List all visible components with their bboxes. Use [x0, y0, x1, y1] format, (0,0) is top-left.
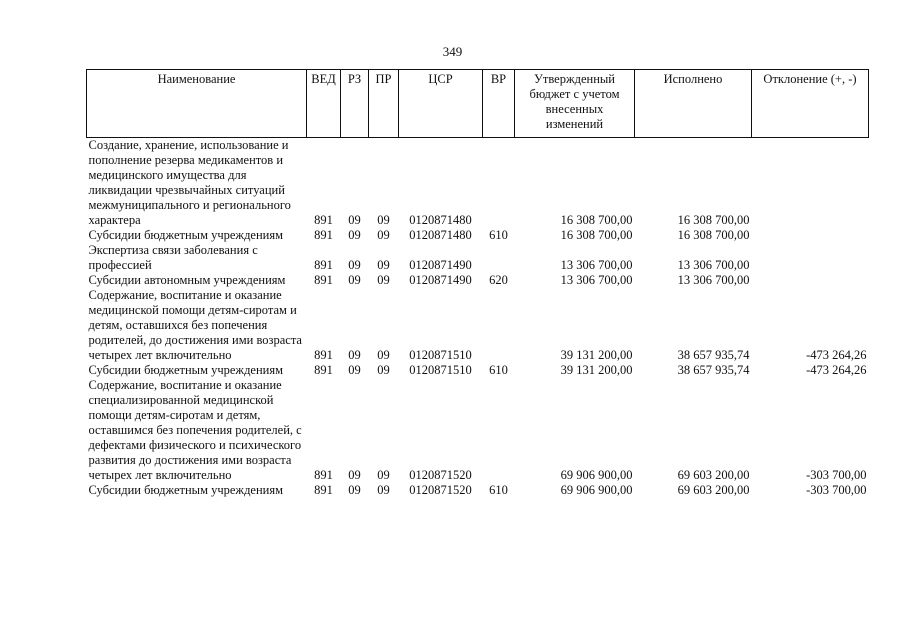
- table-row: [87, 273, 869, 288]
- row-deviation: -473 264,26: [806, 363, 867, 377]
- row-executed: 16 308 700,00: [677, 228, 750, 242]
- row-pr: 09: [377, 273, 390, 287]
- row-rz: 09: [348, 483, 361, 497]
- row-approved: 69 906 900,00: [560, 483, 633, 497]
- row-deviation: -303 700,00: [806, 483, 867, 497]
- row-approved: 69 906 900,00: [560, 468, 633, 482]
- row-vr: 610: [489, 228, 508, 242]
- row-ved: 891: [314, 228, 333, 242]
- row-deviation: [752, 243, 869, 273]
- row-ved: 891: [314, 483, 333, 497]
- row-executed: 13 306 700,00: [677, 258, 750, 272]
- row-name: Содержание, воспитание и оказание специализированной медицинской помощи детям-сиротам и детям, оставшимся без попечения родителей, с дефектами физического и психического развития до достижения ими возраста четырех лет включительно: [88, 378, 302, 482]
- row-ved: 891: [314, 273, 333, 287]
- row-executed: 16 308 700,00: [677, 213, 750, 227]
- row-csr: 0120871480: [409, 213, 472, 227]
- row-vr: [483, 138, 515, 229]
- row-rz: 09: [348, 258, 361, 272]
- row-deviation: [752, 228, 869, 243]
- row-pr: 09: [377, 363, 390, 377]
- row-pr: 09: [377, 228, 390, 242]
- header-rz: РЗ: [341, 70, 369, 138]
- row-vr: 620: [489, 273, 508, 287]
- table-row: [87, 288, 869, 363]
- row-executed: 69 603 200,00: [677, 468, 750, 482]
- row-executed: 38 657 935,74: [677, 348, 750, 362]
- row-approved: 16 308 700,00: [560, 213, 633, 227]
- row-name: Субсидии бюджетным учреждениям: [88, 483, 284, 497]
- table-row: [87, 483, 869, 498]
- row-deviation: [752, 138, 869, 229]
- table-row: [87, 363, 869, 378]
- table-row: [87, 243, 869, 273]
- header-row: [87, 70, 869, 138]
- row-name: Субсидии бюджетным учреждениям: [88, 228, 284, 242]
- row-vr: [483, 243, 515, 273]
- row-name: Содержание, воспитание и оказание медицинской помощи детям-сиротам и детям, оставшихся без попечения родителей, до достижения ими возраста четырех лет включительно: [88, 288, 302, 362]
- header-vr: ВР: [483, 70, 515, 138]
- row-ved: 891: [314, 468, 333, 482]
- row-executed: 13 306 700,00: [677, 273, 750, 287]
- row-name: Экспертиза связи заболевания с профессией: [88, 243, 258, 272]
- table-row: [87, 138, 869, 229]
- row-vr: 610: [489, 483, 508, 497]
- header-ved: ВЕД: [307, 70, 341, 138]
- row-ved: 891: [314, 213, 333, 227]
- row-deviation: -473 264,26: [806, 348, 867, 362]
- row-pr: 09: [377, 213, 390, 227]
- header-deviation: Отклонение (+, -): [752, 70, 869, 138]
- row-rz: 09: [348, 468, 361, 482]
- row-vr: [483, 378, 515, 483]
- row-pr: 09: [377, 468, 390, 482]
- row-approved: 16 308 700,00: [560, 228, 633, 242]
- row-executed: 69 603 200,00: [677, 483, 750, 497]
- header-approved: Утвержденный бюджет с учетом внесенных изменений: [515, 70, 635, 138]
- row-ved: 891: [314, 348, 333, 362]
- row-ved: 891: [314, 258, 333, 272]
- row-csr: 0120871520: [409, 468, 472, 482]
- row-ved: 891: [314, 363, 333, 377]
- row-pr: 09: [377, 348, 390, 362]
- budget-table: [86, 69, 869, 498]
- row-csr: 0120871490: [409, 258, 472, 272]
- table-row: [87, 378, 869, 483]
- row-rz: 09: [348, 228, 361, 242]
- row-csr: 0120871510: [409, 363, 472, 377]
- row-vr: [483, 288, 515, 363]
- page-number: 349: [442, 44, 463, 59]
- header-csr: ЦСР: [399, 70, 483, 138]
- row-approved: 39 131 200,00: [560, 363, 633, 377]
- row-csr: 0120871490: [409, 273, 472, 287]
- row-rz: 09: [348, 363, 361, 377]
- row-approved: 39 131 200,00: [560, 348, 633, 362]
- row-pr: 09: [377, 258, 390, 272]
- row-executed: 38 657 935,74: [677, 363, 750, 377]
- table-row: [87, 228, 869, 243]
- row-name: Субсидии автономным учреждениям: [88, 273, 286, 287]
- row-pr: 09: [377, 483, 390, 497]
- row-deviation: -303 700,00: [806, 468, 867, 482]
- header-executed: Исполнено: [635, 70, 752, 138]
- row-csr: 0120871520: [409, 483, 472, 497]
- row-rz: 09: [348, 213, 361, 227]
- row-rz: 09: [348, 348, 361, 362]
- row-rz: 09: [348, 273, 361, 287]
- row-approved: 13 306 700,00: [560, 258, 633, 272]
- row-csr: 0120871510: [409, 348, 472, 362]
- header-pr: ПР: [369, 70, 399, 138]
- header-name: Наименование: [87, 70, 307, 138]
- row-approved: 13 306 700,00: [560, 273, 633, 287]
- row-vr: 610: [489, 363, 508, 377]
- row-csr: 0120871480: [409, 228, 472, 242]
- row-name: Создание, хранение, использование и пополнение резерва медикаментов и медицинского имущества для ликвидации чрезвычайных ситуаций межмуниципального и регионального характера: [88, 138, 291, 227]
- row-name: Субсидии бюджетным учреждениям: [88, 363, 284, 377]
- row-deviation: [752, 273, 869, 288]
